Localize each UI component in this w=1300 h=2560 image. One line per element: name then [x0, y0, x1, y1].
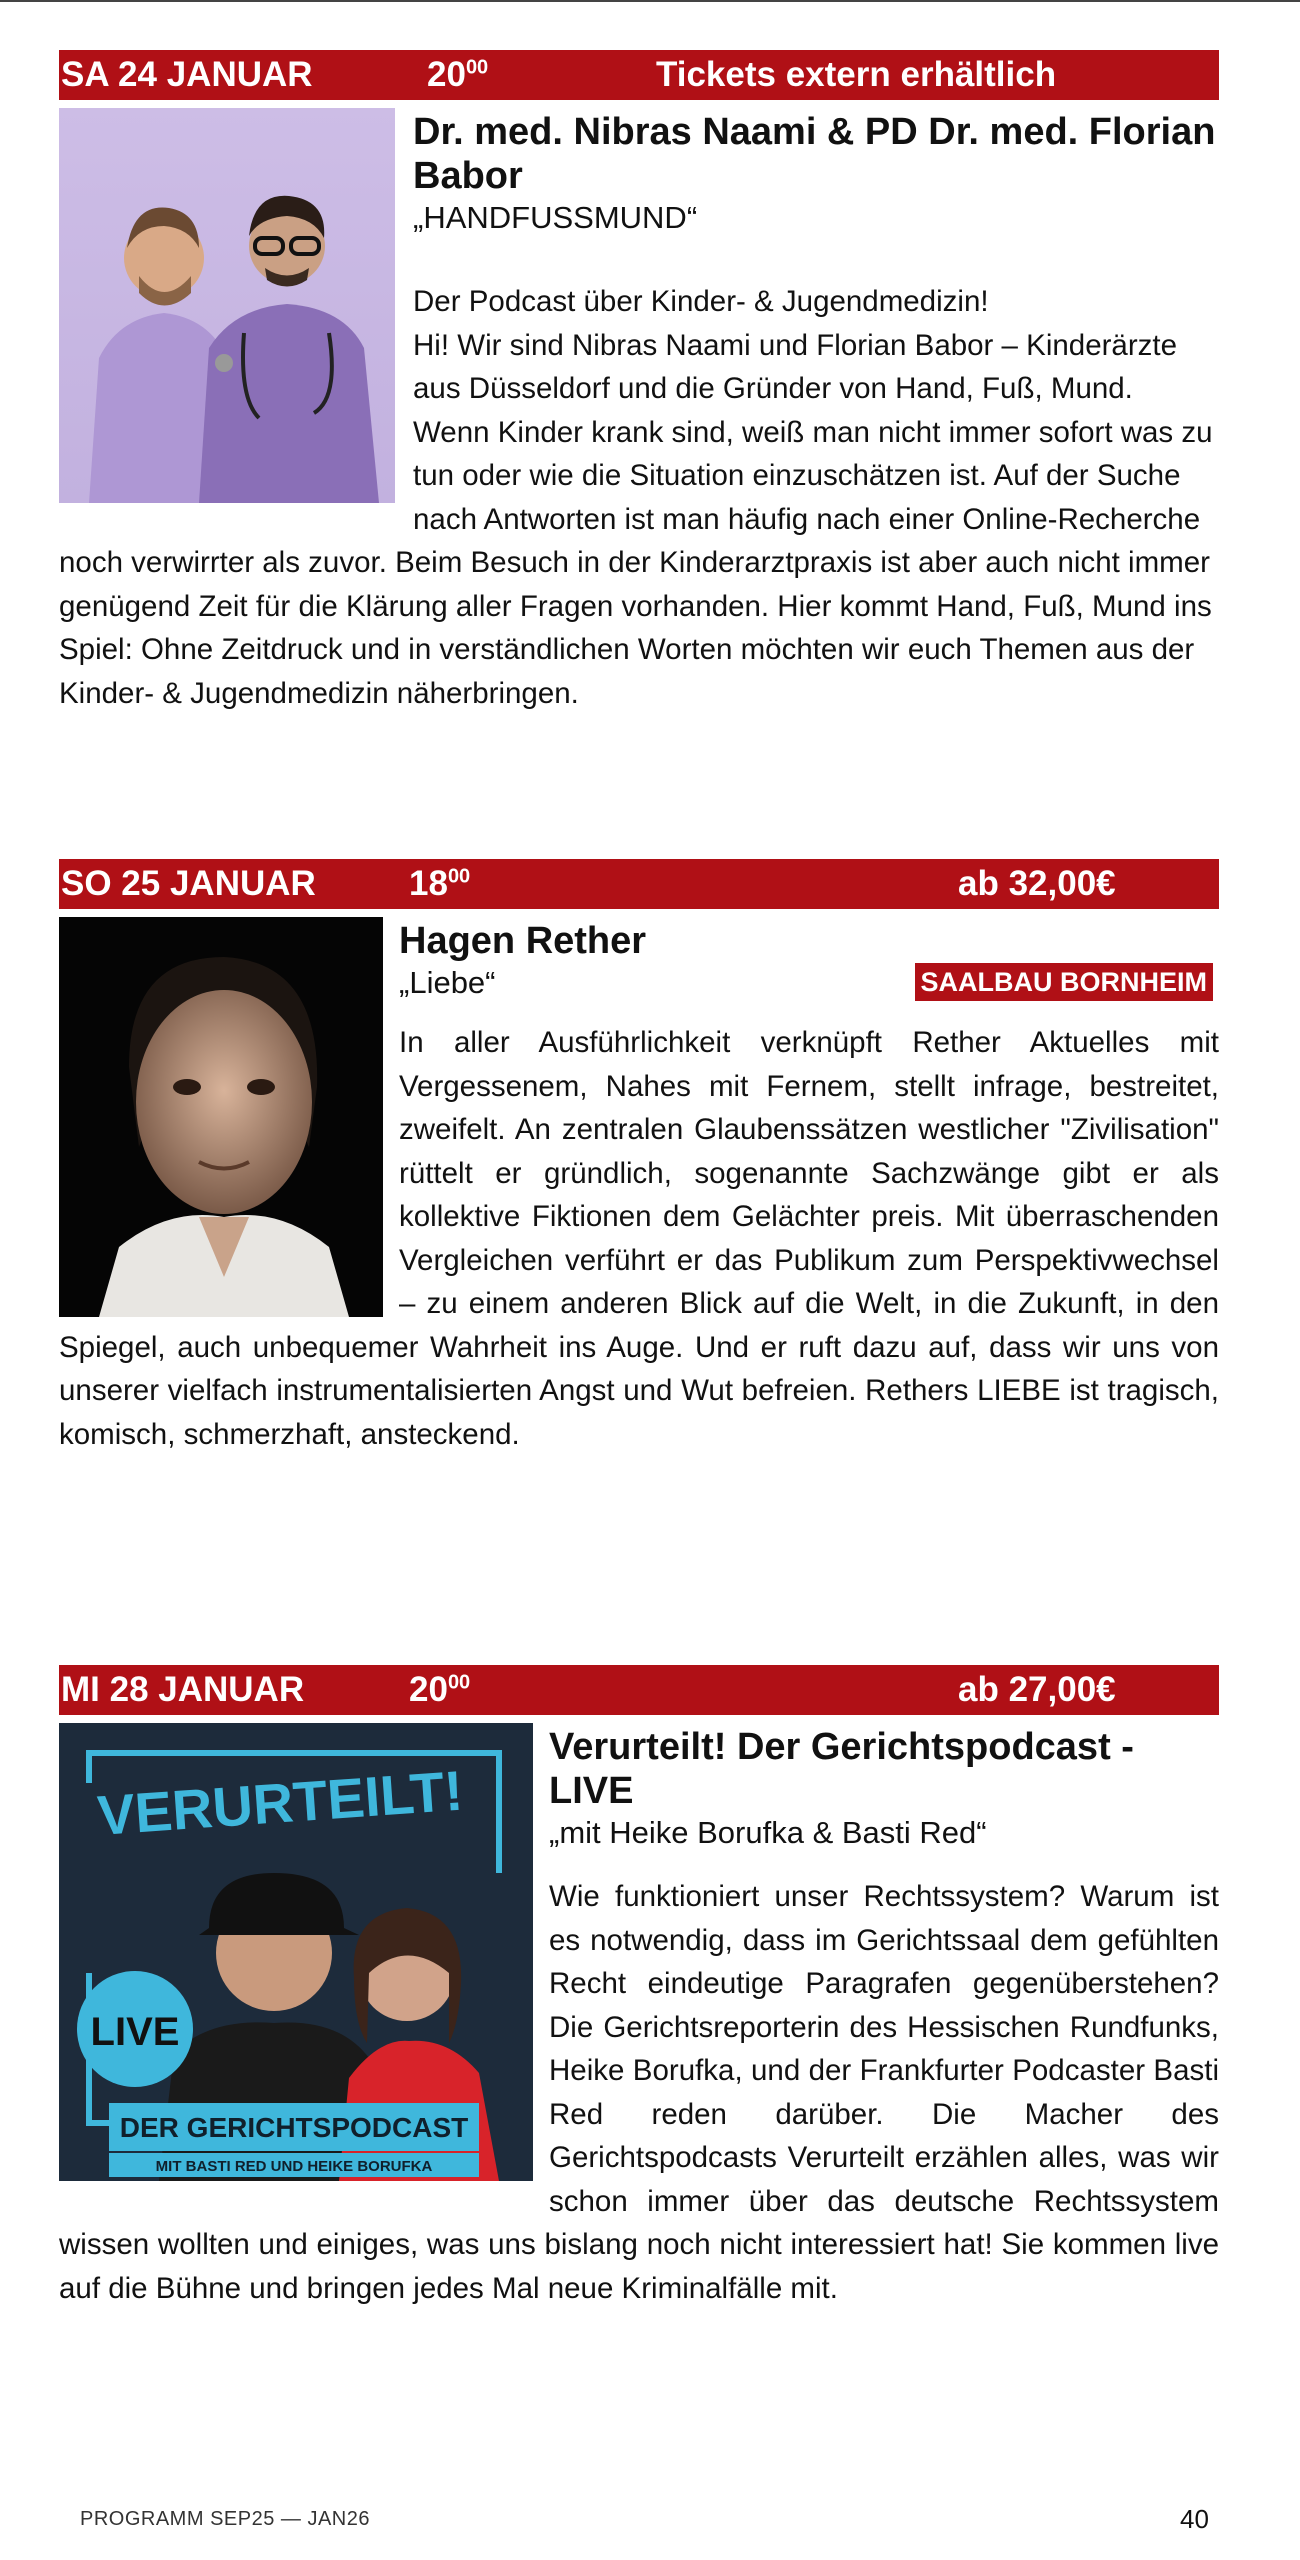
event-paragraph: Wenn Kinder krank sind, weiß man nicht immer sofort was zu tun oder wie die Situation einzuschätzen ist. Auf der Suche nach Antworten ist man häufig nach einer Online-Recherche noch verwirrter als zuvor. Beim Besuch in der Kinderarztpraxis ist aber auch nicht immer genügend Zeit für die Klärung aller Fragen vorhanden. Hier kommt Hand, Fuß, Mund ins Spiel: Ohne Zeitdruck und in verständlichen Worten möchten wir euch Themen aus der Kinder- & Jugendmedizin näherbringen. [59, 415, 1213, 710]
event-handfussmund [59, 50, 1219, 715]
event-price: ab 32,00€ [958, 864, 1116, 903]
event-photo-doctors [59, 108, 395, 503]
event-price: Tickets extern erhältlich [656, 55, 1057, 94]
footer-program [80, 2508, 370, 2531]
event-date: SA 24 JANUAR [61, 55, 313, 94]
event-subtitle: „mit Heike Borufka & Basti Red“ [549, 1815, 987, 1850]
event-subtitle: „HANDFUSSMUND“ [413, 200, 698, 235]
event-header-bar [59, 50, 1219, 100]
top-rule [0, 0, 1300, 2]
event-paragraph: Wie funktioniert unser Rechtssystem? Warum ist es notwendig, dass im Gerichtssaal dem gefühlten Recht eindeutige Paragrafen gegenüberstehen? Die Gerichtsreporterin des Hessischen Rundfunks, Heike Borufka, und der Frankfurter Podcaster Basti Red reden darüber. Die Macher des Gerichtspodcasts Verurteilt erzählen alles, was wir schon immer über das deutsche Rechtssystem wissen wollten und einiges, was uns bislang noch nicht interessiert hat! Sie kommen live auf die Bühne und bringen jedes Mal neue Kriminalfälle mit. [59, 1880, 1219, 2305]
event-title: Dr. med. Nibras Naami & PD Dr. med. Florian Babor [413, 111, 1216, 197]
poster-banner-sub: MIT BASTI RED UND HEIKE BORUFKA [155, 2158, 433, 2175]
event-photo-hagen-rether [59, 917, 383, 1317]
event-time: $20^{00}$ [427, 55, 489, 94]
event-time: $18^{00}$ [409, 864, 471, 903]
footer-program-label: PROGRAMM [80, 2508, 204, 2530]
footer-season: SEP25 — JAN26 [210, 2508, 370, 2530]
event-title: Verurteilt! Der Gerichtspodcast - LIVE [549, 1726, 1134, 1812]
poster-headline: VERURTEILT! [95, 1758, 466, 1847]
event-date: SO 25 JANUAR [61, 864, 316, 903]
event-subtitle: „Liebe“ [399, 965, 496, 1000]
event-paragraph: Hi! Wir sind Nibras Naami und Florian Babor – Kinderärzte aus Düsseldorf und die Gründer von Hand, Fuß, Mund. [413, 328, 1178, 405]
event-tagline: Der Podcast über Kinder- & Jugendmedizin! [413, 285, 989, 318]
event-header-bar [59, 859, 1219, 909]
event-date: MI 28 JANUAR [61, 1670, 305, 1709]
event-paragraph: In aller Ausführlichkeit verknüpft Rether Aktuelles mit Vergessenem, Nahes mit Fernem, stellt infrage, bestreitet, zweifelt. An zentralen Glaubenssätzen westlicher "Zivilisation" rüttelt er gründlich, sogenannte Sachzwänge gibt er als kollektive Fiktionen dem Gelächter preis. Mit überraschenden Vergleichen verführt er das Publikum zum Perspektivwechsel – zu einem anderen Blick auf die Welt, in die Zukunft, in den Spiegel, auch unbequemer Wahrheit ins Auge. Und er ruft dazu auf, dass wir uns von unserer vielfach instrumentalisierten Angst und Wut befreien. Rethers LIEBE ist tragisch, komisch, schmerzhaft, ansteckend. [59, 1026, 1219, 1451]
event-verurteilt [59, 1665, 1219, 2310]
page-number: 40 [1180, 2504, 1209, 2534]
event-title: Hagen Rether [399, 920, 647, 962]
event-header-bar [59, 1665, 1219, 1715]
poster-banner-main: DER GERICHTSPODCAST [119, 2112, 469, 2143]
event-hagen-rether [59, 859, 1219, 1456]
event-time: $20^{00}$ [409, 1670, 471, 1709]
venue-badge: SAALBAU BORNHEIM [915, 963, 1214, 1001]
poster-live-badge: LIVE [90, 2010, 180, 2054]
event-poster-verurteilt [59, 1723, 533, 2181]
event-price: ab 27,00€ [958, 1670, 1116, 1709]
